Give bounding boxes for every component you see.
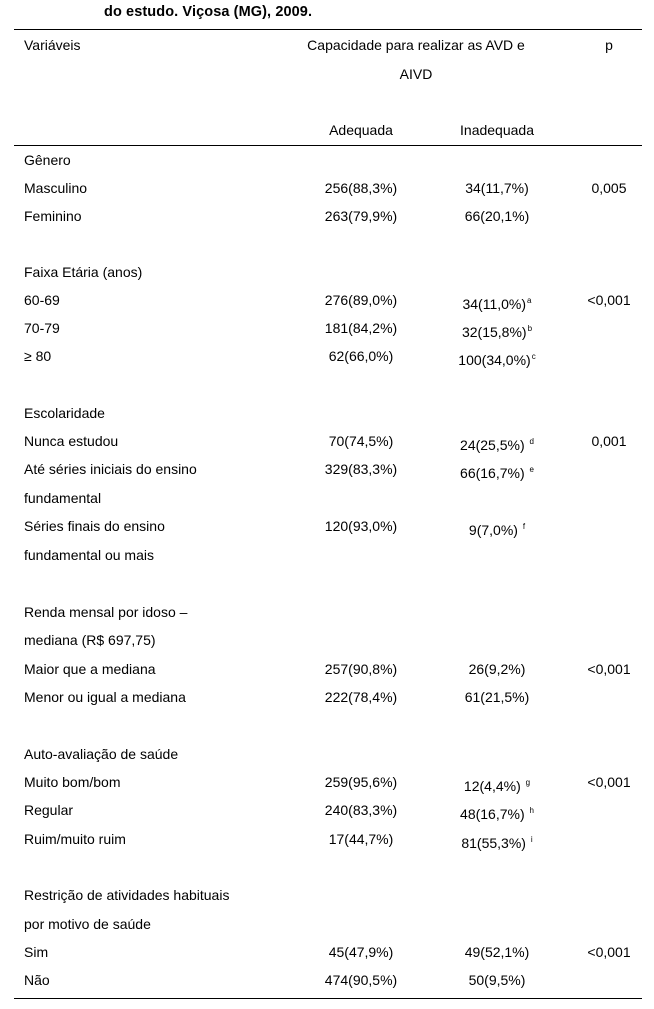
cell-inadequada-value: 81(55,3%) [461,835,530,851]
row-label: 70-79 [24,320,60,336]
footnote-marker: e [529,465,534,474]
row-label: fundamental ou mais [24,547,154,563]
footnote-marker: d [529,437,534,446]
row-label: por motivo de saúde [24,916,151,932]
cell-adequada: 181(84,2%) [324,320,398,336]
cell-adequada: 256(88,3%) [324,180,398,196]
cell-adequada: 263(79,9%) [324,208,398,224]
cell-inadequada-value: 66(16,7%) [460,465,529,481]
cell-inadequada-value: 100(34,0%) [458,352,531,368]
cell-inadequada [435,774,559,795]
cell-p-value: 0,001 [591,433,627,449]
cell-inadequada [435,831,559,852]
table-bottom-rule [14,998,642,999]
row-label: Faixa Etária (anos) [24,264,143,280]
cell-adequada: 222(78,4%) [324,689,398,705]
cell-inadequada [435,180,559,197]
table-caption: do estudo. Viçosa (MG), 2009. [104,4,313,20]
cell-adequada: 62(66,0%) [328,348,394,364]
cell-p-value: 0,005 [591,180,627,196]
cell-adequada: 240(83,3%) [324,802,398,818]
cell-inadequada [435,292,559,313]
footnote-marker: g [525,778,531,787]
cell-inadequada-value: 61(21,5%) [464,689,530,705]
cell-inadequada-value: 48(16,7%) [460,806,529,822]
row-label: Ruim/muito ruim [24,831,126,847]
cell-inadequada [435,802,559,823]
row-label: Séries finais do ensino [24,518,165,534]
cell-inadequada-value: 24(25,5%) [460,437,529,453]
cell-inadequada [435,689,559,706]
row-label: Menor ou igual a mediana [24,689,186,705]
cell-p-value: <0,001 [587,292,631,308]
row-label: mediana (R$ 697,75) [24,632,156,648]
cell-inadequada [435,208,559,225]
cell-adequada: 329(83,3%) [324,461,398,477]
row-label: Até séries iniciais do ensino [24,461,197,477]
cell-inadequada [435,461,559,482]
cell-inadequada [435,348,559,369]
header-rule [14,145,642,146]
row-label: Sim [24,944,49,960]
row-label: Renda mensal por idoso – [24,604,188,620]
cell-inadequada-value: 49(52,1%) [464,944,530,960]
cell-inadequada-value: 34(11,0%) [462,296,527,312]
row-label: Gênero [24,152,71,168]
cell-inadequada [435,944,559,961]
cell-inadequada-value: 66(20,1%) [464,208,530,224]
footnote-marker: a [527,296,532,305]
row-label: Maior que a mediana [24,661,156,677]
cell-inadequada [435,661,559,678]
cell-adequada: 120(93,0%) [324,518,398,534]
row-label: Escolaridade [24,405,105,421]
footnote-marker: f [522,522,526,531]
cell-p-value: <0,001 [587,944,631,960]
cell-p-value: <0,001 [587,774,631,790]
cell-adequada: 17(44,7%) [328,831,394,847]
footnote-marker: h [529,806,534,815]
cell-p-value: <0,001 [587,661,631,677]
cell-inadequada-value: 34(11,7%) [465,180,529,196]
row-label: fundamental [24,490,102,506]
row-label: Nunca estudou [24,433,119,449]
footnote-marker: b [527,324,533,333]
cell-inadequada-value: 50(9,5%) [468,972,526,988]
row-label: Masculino [24,180,88,196]
header-capacidade-line1: Capacidade para realizar as AVD e [307,37,525,53]
header-capacidade-line2: AIVD [399,66,433,82]
cell-adequada: 70(74,5%) [328,433,394,449]
cell-inadequada-value: 9(7,0%) [468,522,522,538]
header-inadequada: Inadequada [460,122,534,138]
footnote-marker: c [531,352,536,361]
footnote-marker: i [530,835,533,844]
cell-inadequada [435,972,559,989]
cell-inadequada [435,433,559,454]
row-label: Regular [24,802,74,818]
cell-inadequada [435,518,559,539]
cell-inadequada [435,320,559,341]
row-label: Muito bom/bom [24,774,121,790]
row-label: Feminino [24,208,82,224]
row-label: Não [24,972,50,988]
cell-inadequada-value: 12(4,4%) [463,778,525,794]
cell-adequada: 45(47,9%) [328,944,394,960]
header-adequada: Adequada [329,122,393,138]
cell-inadequada-value: 32(15,8%) [461,324,527,340]
row-label: ≥ 80 [24,348,52,364]
cell-adequada: 276(89,0%) [324,292,398,308]
table-top-rule [14,29,642,30]
row-label: Auto-avaliação de saúde [24,746,179,762]
cell-adequada: 257(90,8%) [324,661,398,677]
row-label: 60-69 [24,292,60,308]
header-variaveis: Variáveis [24,37,81,53]
header-p: p [605,37,613,53]
cell-adequada: 259(95,6%) [324,774,398,790]
cell-adequada: 474(90,5%) [324,972,398,988]
row-label: Restrição de atividades habituais [24,887,230,903]
cell-inadequada-value: 26(9,2%) [468,661,526,677]
